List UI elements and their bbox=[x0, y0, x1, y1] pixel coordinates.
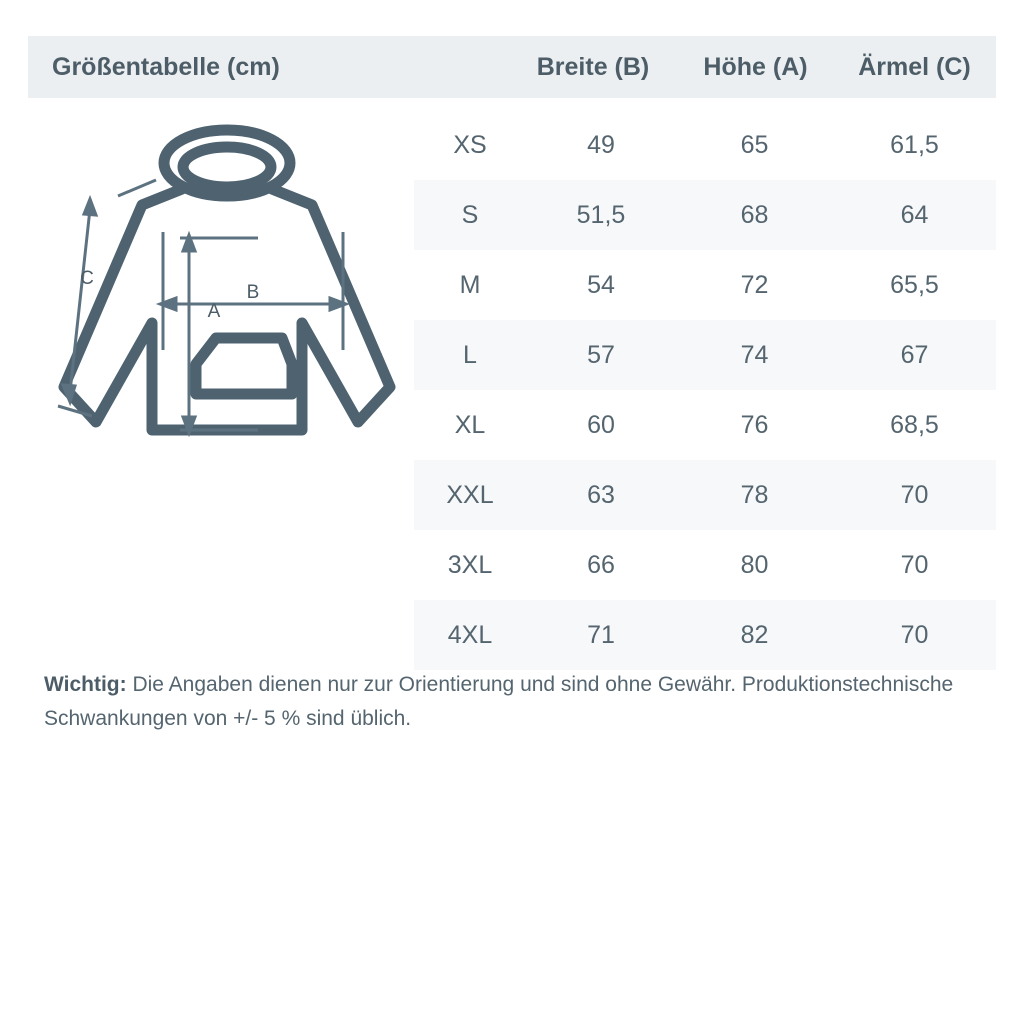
cell-size: XL bbox=[454, 410, 486, 439]
size-table bbox=[414, 110, 996, 670]
table-row bbox=[414, 320, 996, 390]
cell-size: S bbox=[461, 200, 479, 229]
cell-height: 80 bbox=[740, 550, 769, 579]
cell-sleeve: 70 bbox=[900, 620, 929, 649]
cell-height: 78 bbox=[740, 480, 769, 509]
table-row bbox=[414, 390, 996, 460]
table-row bbox=[414, 110, 996, 180]
hoodie-illustration bbox=[30, 110, 414, 470]
cell-width: 71 bbox=[587, 620, 615, 649]
cell-height: 82 bbox=[740, 620, 769, 649]
table-row bbox=[414, 600, 996, 670]
cell-height: 72 bbox=[740, 270, 769, 299]
cell-size: XS bbox=[453, 130, 487, 159]
cell-height: 68 bbox=[740, 200, 769, 229]
cell-width: 51,5 bbox=[576, 200, 626, 229]
label-c: C bbox=[80, 268, 94, 289]
cell-size: L bbox=[463, 340, 477, 369]
cell-width: 57 bbox=[587, 340, 615, 369]
disclaimer-text: Die Angaben dienen nur zur Orientierung und sind ohne Gewähr. Produktionstechnische Schwankungen von +/- 5 % sind üblich. bbox=[44, 673, 954, 730]
cell-sleeve: 70 bbox=[900, 480, 929, 509]
label-b: B bbox=[246, 282, 260, 303]
cell-size: M bbox=[459, 270, 481, 299]
cell-height: 74 bbox=[740, 340, 769, 369]
cell-sleeve: 64 bbox=[900, 200, 929, 229]
disclaimer-lead: Wichtig: bbox=[44, 673, 127, 696]
cell-width: 66 bbox=[587, 550, 615, 579]
table-row bbox=[414, 250, 996, 320]
page-title: Größentabelle (cm) bbox=[52, 52, 280, 81]
cell-width: 63 bbox=[587, 480, 615, 509]
cell-size: 4XL bbox=[447, 620, 493, 649]
cell-width: 54 bbox=[587, 270, 615, 299]
cell-width: 49 bbox=[587, 130, 615, 159]
disclaimer bbox=[44, 668, 994, 736]
cell-sleeve: 68,5 bbox=[890, 410, 939, 439]
table-row bbox=[414, 460, 996, 530]
cell-height: 76 bbox=[740, 410, 769, 439]
column-header-height: Höhe (A) bbox=[703, 52, 808, 81]
cell-width: 60 bbox=[587, 410, 615, 439]
cell-sleeve: 61,5 bbox=[890, 130, 939, 159]
cell-sleeve: 65,5 bbox=[890, 270, 939, 299]
column-headers bbox=[508, 53, 996, 82]
column-header-width: Breite (B) bbox=[536, 52, 650, 81]
label-a: A bbox=[207, 301, 221, 322]
cell-sleeve: 67 bbox=[900, 340, 929, 369]
cell-size: 3XL bbox=[447, 550, 493, 579]
cell-height: 65 bbox=[740, 130, 769, 159]
table-header bbox=[28, 36, 996, 98]
cell-size: XXL bbox=[446, 480, 494, 509]
table-row bbox=[414, 180, 996, 250]
table-row bbox=[414, 530, 996, 600]
cell-sleeve: 70 bbox=[900, 550, 929, 579]
column-header-sleeve: Ärmel (C) bbox=[858, 52, 971, 81]
